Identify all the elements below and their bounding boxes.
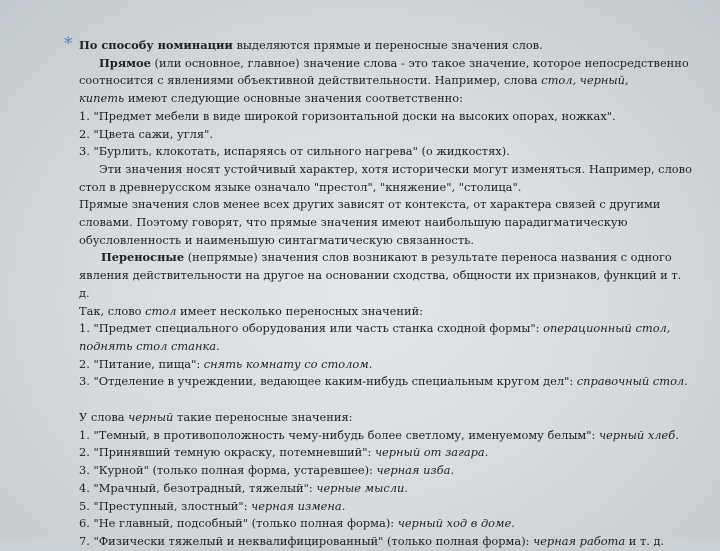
text: имеют следующие основные значения соответственно: (124, 91, 463, 106)
example: черный ход в доме. (397, 516, 515, 531)
example: стол, черный, (541, 73, 629, 88)
list-item: 1. "Предмет мебели в виде широкой горизонтальной доски на высоких опорах, ножках". (79, 108, 616, 123)
list-item (79, 515, 681, 533)
example: операционный стол, (543, 321, 671, 336)
text: (или основное, главное) значение слова - это такое значение, которое непосредственно (150, 55, 689, 70)
text: У слова (79, 410, 129, 425)
example: поднять стол станка. (79, 338, 220, 353)
paragraph-stol (79, 303, 681, 321)
text: Так, слово (79, 303, 146, 318)
term-nomination: По способу номинации (79, 38, 233, 52)
list-item (79, 338, 681, 356)
text: 5. "Преступный, злостный": (79, 498, 252, 513)
paragraph-figurative-line2: явления действительности на другое на основании сходства, общности их признаков, функций и т. (79, 268, 682, 283)
list-item (79, 444, 681, 462)
list-item: 3. "Бурлить, клокотать, испаряясь от сильного нагрева" (о жидкостях). (79, 144, 510, 159)
text: такие переносные значения: (173, 410, 353, 425)
list-item (79, 462, 681, 480)
paragraph-context-line2: словами. Поэтому говорят, что прямые значения имеют наибольшую парадигматическую (79, 215, 628, 230)
list-item: 2. "Цвета сажи, угля". (79, 126, 213, 141)
text-body (79, 37, 692, 551)
example: справочный стол. (576, 374, 688, 389)
paragraph-black (79, 409, 681, 427)
example: черные мысли. (316, 480, 408, 495)
example: черный (128, 410, 174, 425)
list-item (79, 320, 681, 338)
list-item (79, 533, 681, 551)
example: черная изба. (376, 463, 455, 478)
example: черная измена. (251, 498, 346, 513)
text: 1. "Предмет специального оборудования или часть станка сходной формы": (79, 321, 544, 336)
example: кипеть (79, 91, 125, 106)
text: 2. "Принявший темную окраску, потемневший": (79, 445, 375, 460)
text: соотносится с явлениями объективной действительности. Например, слова (79, 73, 542, 88)
text: 1. "Темный, в противоположность чему-нибудь более светлому, именуемому белым": (79, 427, 599, 442)
paragraph-context-line3: обусловленность и наименьшую синтагматическую связанность. (79, 232, 474, 247)
text: 6. "Не главный, подсобный" (только полная форма): (79, 516, 398, 531)
paragraph-stability-line1: Эти значения носят устойчивый характер, хотя исторически могут изменяться. Например, слово (99, 161, 692, 176)
text: 7. "Физически тяжелый и неквалифицированный" (только полная форма): (79, 533, 534, 548)
paragraph-figurative-line1 (79, 249, 681, 267)
list-item (79, 480, 681, 498)
text: 3. "Курной" (только полная форма, устаревшее): (79, 463, 377, 478)
paragraph-stability-line2: стол в древнерусском языке означало "престол", "княжение", "столица". (79, 179, 522, 194)
term-figurative: Переносные (101, 250, 185, 265)
term-direct: Прямое (99, 55, 151, 70)
text: 3. "Отделение в учреждении, ведающее каким-нибудь специальным кругом дел": (79, 374, 577, 389)
spacer (79, 391, 681, 409)
example: черная работа (533, 533, 626, 548)
example: снять комнату со столом. (203, 356, 373, 371)
example: стол (145, 303, 177, 318)
text: 2. "Питание, пища": (79, 356, 204, 371)
list-item (79, 356, 681, 374)
bullet-icon: * (64, 34, 73, 54)
example: черный хлеб. (598, 427, 679, 442)
list-item (79, 427, 681, 445)
text: имеет несколько переносных значений: (176, 303, 424, 318)
paragraph-direct-line2 (79, 72, 681, 90)
list-item (79, 373, 688, 391)
list-item (79, 498, 681, 516)
text: (непрямые) значения слов возникают в результате переноса названия с одного (184, 250, 672, 265)
paragraph-direct-line1 (79, 55, 689, 73)
example: черный от загара. (374, 445, 489, 460)
paragraph-figurative-line3: д. (79, 285, 90, 300)
paragraph-context-line1: Прямые значения слов менее всех других зависят от контекста, от характера связей с другими (79, 197, 661, 212)
text: выделяются прямые и переносные значения слов. (232, 38, 543, 52)
text: 4. "Мрачный, безотрадный, тяжелый": (79, 480, 317, 495)
text: и т. д. (625, 533, 665, 548)
paragraph-nomination (79, 37, 681, 55)
paragraph-direct-line3 (79, 90, 681, 108)
